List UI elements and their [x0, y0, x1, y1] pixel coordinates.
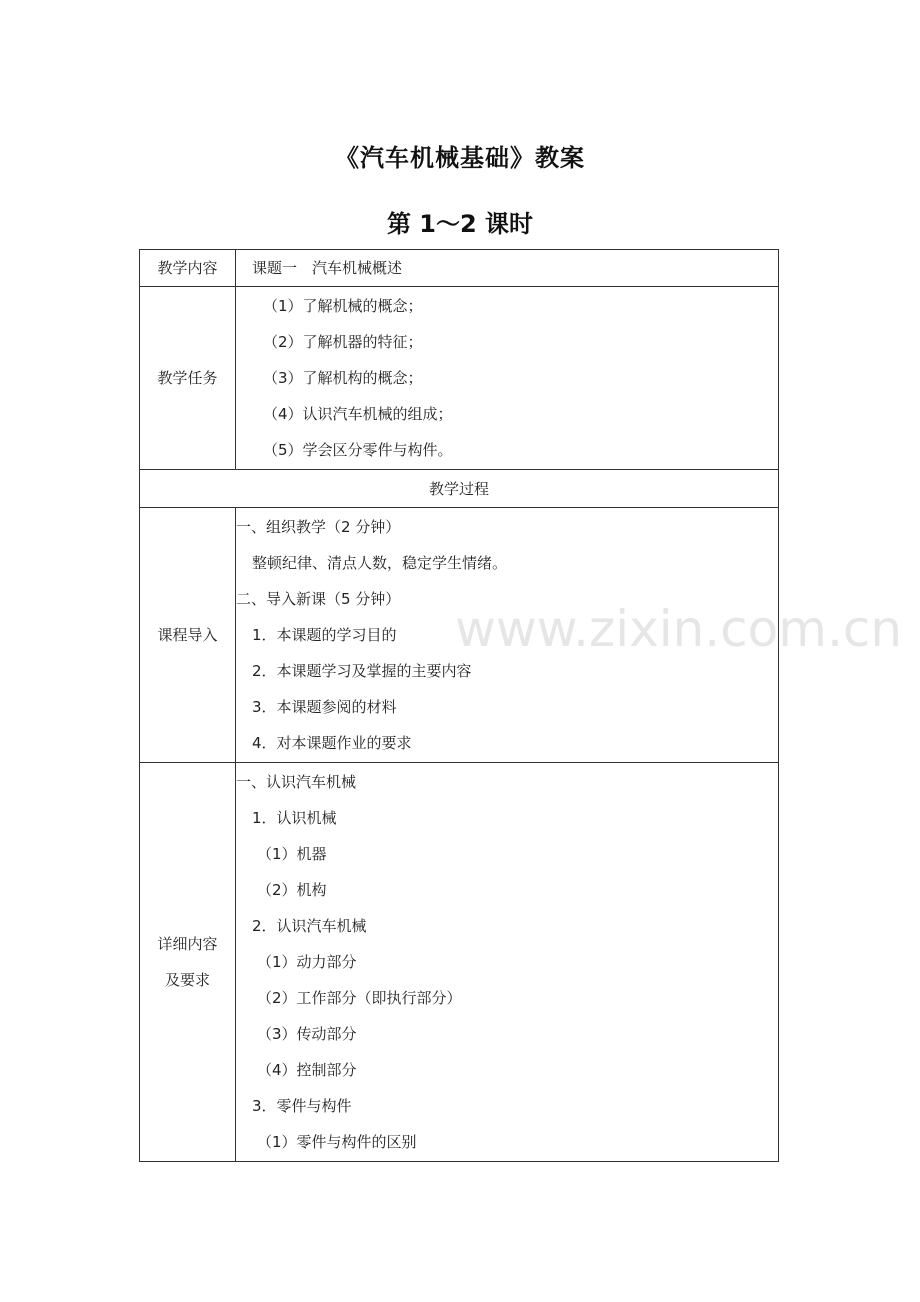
process-header: 教学过程 — [140, 470, 779, 508]
task-item: （2）了解机器的特征； — [263, 333, 423, 351]
details-line: （1）零件与构件的区别 — [257, 1133, 417, 1151]
watermark: www.zixin.com.cn — [455, 600, 903, 658]
label-teaching-tasks: 教学任务 — [140, 287, 236, 470]
document-title: 《汽车机械基础》教案 — [335, 144, 585, 172]
details-label-line: 详细内容 — [157, 935, 218, 953]
label-teaching-content: 教学内容 — [140, 250, 236, 287]
details-label-line: 及要求 — [164, 971, 210, 989]
intro-line: 二、导入新课（5 分钟） — [236, 590, 401, 608]
task-item: （1）了解机械的概念； — [263, 297, 423, 315]
lesson-period: 第 1～2 课时 — [386, 210, 534, 238]
intro-line: 2．本课题学习及掌握的主要内容 — [252, 662, 472, 680]
details-line: 3．零件与构件 — [252, 1097, 352, 1115]
topic-text: 课题一 汽车机械概述 — [252, 259, 403, 277]
details-line: （3）传动部分 — [257, 1025, 357, 1043]
details-line: 1．认识机械 — [252, 809, 337, 827]
task-item: （5）学会区分零件与构件。 — [263, 441, 453, 459]
intro-line: 3．本课题参阅的材料 — [252, 698, 397, 716]
lesson-plan-table — [139, 249, 779, 1162]
details-line: （4）控制部分 — [257, 1061, 357, 1079]
row-details — [140, 763, 779, 1162]
intro-line: 1．本课题的学习目的 — [252, 626, 397, 644]
details-line: （2）工作部分（即执行部分） — [257, 989, 462, 1007]
intro-line: 4．对本课题作业的要求 — [252, 734, 412, 752]
details-content — [236, 763, 779, 1162]
details-line: （1）机器 — [257, 845, 327, 863]
label-details — [140, 763, 236, 1162]
intro-line: 一、组织教学（2 分钟） — [236, 518, 401, 536]
tasks-list — [236, 287, 779, 470]
label-course-intro: 课程导入 — [140, 508, 236, 763]
row-teaching-content — [140, 250, 779, 287]
task-item: （4）认识汽车机械的组成； — [263, 405, 453, 423]
details-line: （2）机构 — [257, 881, 327, 899]
details-line: 2．认识汽车机械 — [252, 917, 367, 935]
task-item: （3）了解机构的概念； — [263, 369, 423, 387]
details-line: （1）动力部分 — [257, 953, 357, 971]
details-line: 一、认识汽车机械 — [236, 773, 357, 791]
row-process-header — [140, 470, 779, 508]
intro-line: 整顿纪律、清点人数，稳定学生情绪。 — [252, 554, 508, 572]
row-teaching-tasks — [140, 287, 779, 470]
value-teaching-content — [236, 250, 779, 287]
